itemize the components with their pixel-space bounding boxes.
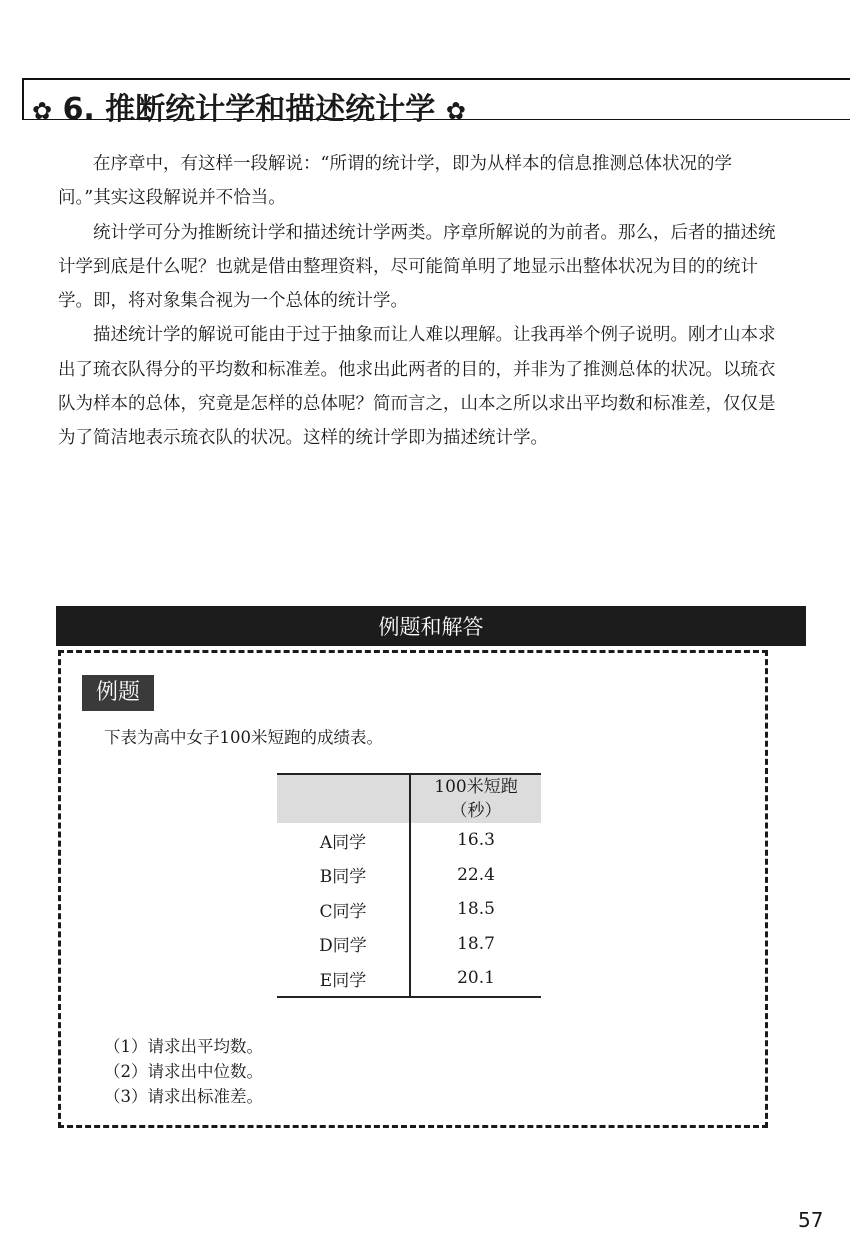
flower-left-icon: ✿ [32, 97, 53, 125]
table-row [277, 823, 541, 858]
row-name: A同学 [277, 823, 410, 858]
section-title [32, 84, 466, 128]
table-row [277, 961, 541, 997]
row-name: C同学 [277, 892, 410, 927]
table-row [277, 927, 541, 962]
section-title-text: 6. 推断统计学和描述统计学 [62, 92, 436, 127]
paragraph-3: 描述统计学的解说可能由于过于抽象而让人难以理解。让我再举个例子说明。刚才山本求出了琉衣队得分的平均数和标准差。他求出此两者的目的，并非为了推测总体的状况。以琉衣队为样本的总体，究竟是怎样的总体呢？简而言之，山本之所以求出平均数和标准差，仅仅是为了简洁地表示琉衣队的状况。这样的统计学即为描述统计学。 [58, 325, 776, 449]
body-text [58, 147, 780, 456]
flower-right-icon: ✿ [445, 97, 466, 125]
table-row [277, 858, 541, 893]
page-number: 57 [798, 1208, 824, 1232]
scores-table [277, 773, 541, 998]
question-1: （1）请求出平均数。 [104, 1037, 263, 1056]
table-header-empty [277, 774, 410, 823]
row-value: 18.7 [457, 933, 495, 954]
row-name: D同学 [277, 927, 410, 962]
example-tag: 例题 [82, 675, 154, 711]
table-header-line2: （秒） [450, 801, 502, 821]
table-row [277, 892, 541, 927]
row-name: E同学 [277, 961, 410, 997]
example-intro: 下表为高中女子100米短跑的成绩表。 [104, 728, 383, 747]
table-header-row [277, 774, 541, 823]
table-header-line1: 100米短跑 [434, 777, 518, 797]
questions-list [104, 1034, 263, 1109]
example-banner: 例题和解答 [56, 606, 806, 646]
row-value: 20.1 [410, 961, 541, 997]
question-2: （2）请求出中位数。 [104, 1062, 263, 1081]
row-name: B同学 [277, 858, 410, 893]
paragraph-2: 统计学可分为推断统计学和描述统计学两类。序章所解说的为前者。那么，后者的描述统计学到底是什么呢？也就是借由整理资料，尽可能简单明了地显示出整体状况为目的的统计学。即，将对象集合视为一个总体的统计学。 [58, 222, 776, 312]
table-header-value [410, 774, 541, 823]
section-header [22, 78, 850, 127]
row-value: 16.3 [457, 830, 495, 851]
row-value: 22.4 [457, 864, 495, 885]
question-3: （3）请求出标准差。 [104, 1087, 263, 1106]
paragraph-1: 在序章中，有这样一段解说：“所谓的统计学，即为从样本的信息推测总体状况的学问。”其实这段解说并不恰当。 [58, 154, 732, 209]
row-value: 18.5 [457, 899, 495, 920]
